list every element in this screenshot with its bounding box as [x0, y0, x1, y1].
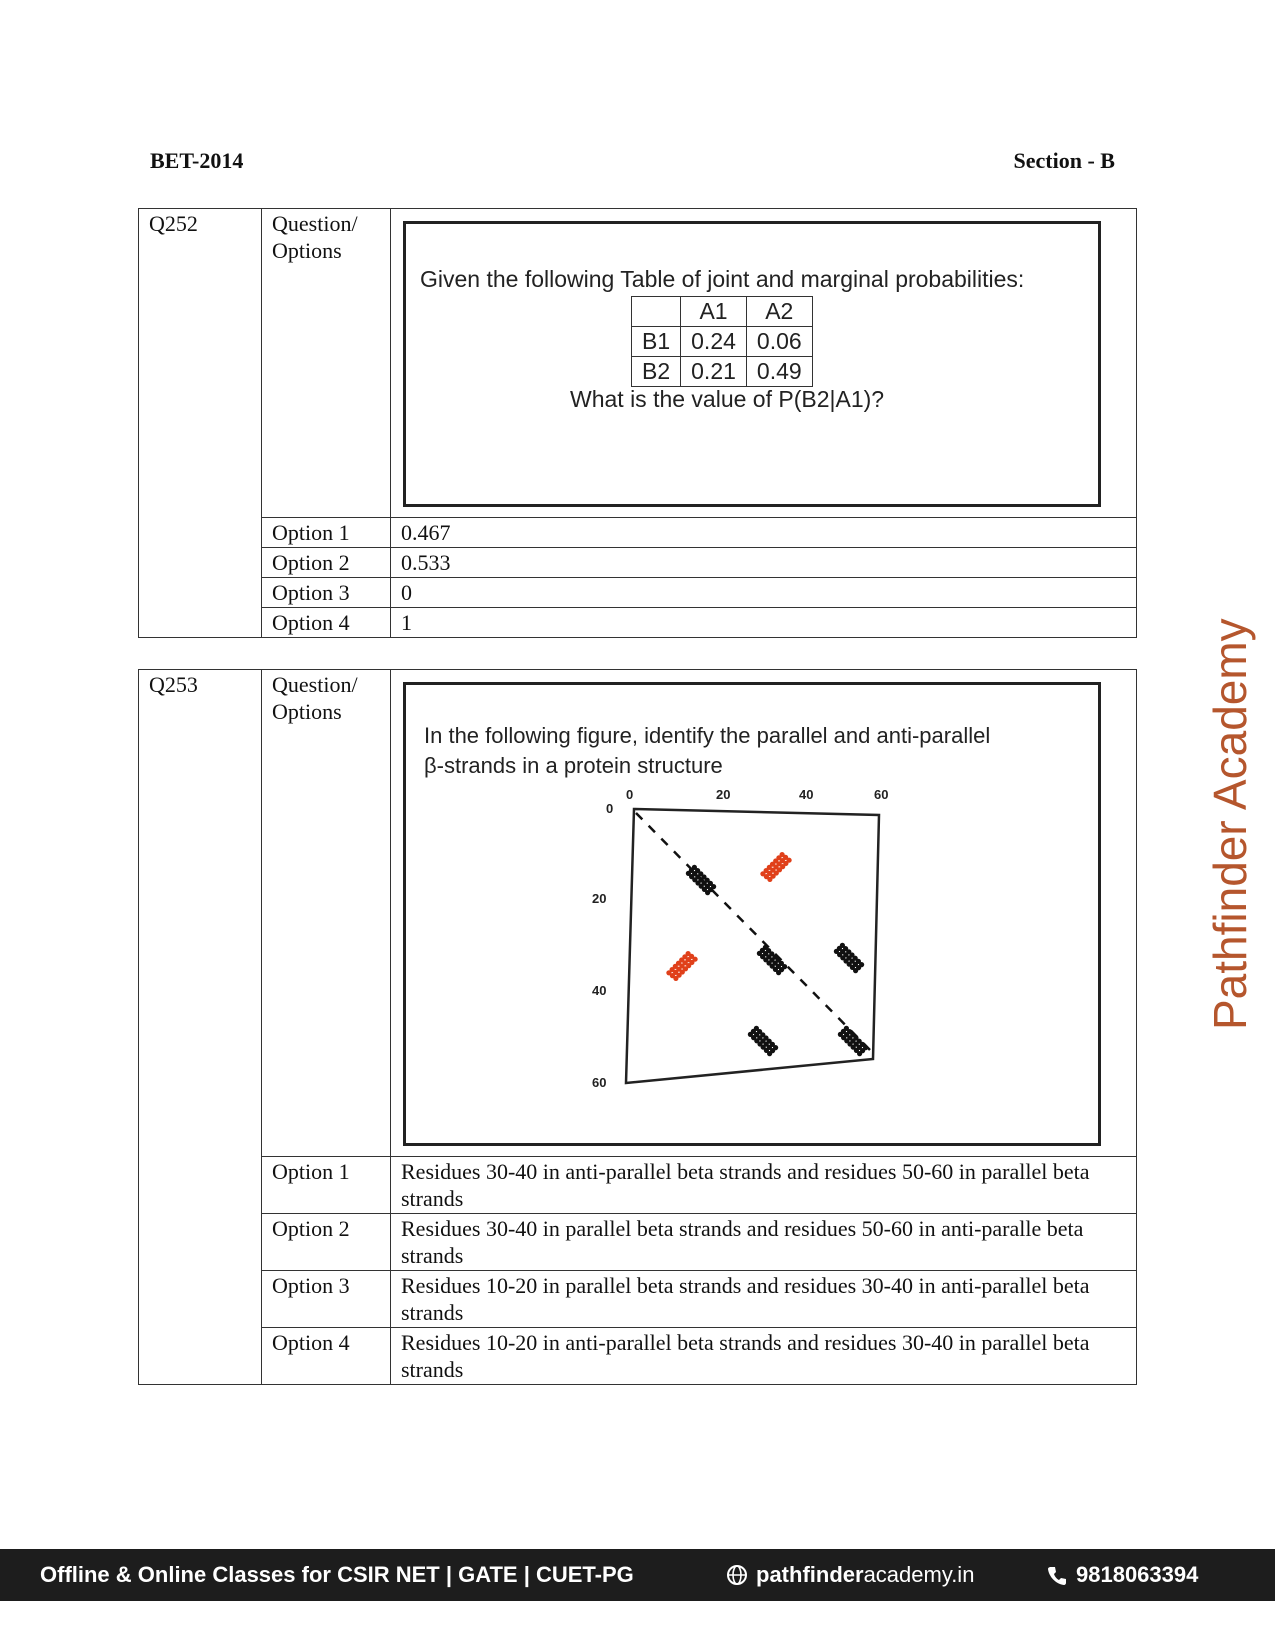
strand-dot	[859, 962, 864, 967]
watermark: Pathfinder Academy	[1204, 618, 1256, 1030]
globe-icon	[726, 1564, 748, 1586]
prob-col-header: A1	[681, 297, 747, 327]
option-text: Residues 10-20 in parallel beta strands and residues 30-40 in anti-parallel beta strands	[391, 1271, 1137, 1328]
prob-cell: 0.21	[681, 357, 747, 387]
option-text: Residues 30-40 in anti-parallel beta strands and residues 50-60 in parallel beta strands	[391, 1157, 1137, 1214]
question-ask: What is the value of P(B2|A1)?	[570, 386, 885, 412]
site-name-light: academy.in	[863, 1562, 975, 1587]
prob-cell: 0.49	[746, 357, 812, 387]
footer-bar	[0, 1549, 1275, 1601]
phone-number: 9818063394	[1076, 1562, 1199, 1587]
footer-phone[interactable]	[1046, 1562, 1198, 1588]
option-label: Option 3	[262, 1271, 391, 1328]
footer-website[interactable]	[726, 1562, 974, 1588]
question-table-q253	[138, 669, 1137, 1385]
question-prompt	[424, 721, 1084, 781]
strand-dot	[782, 964, 787, 969]
option-label: Option 3	[262, 578, 391, 608]
y-tick-label: 60	[592, 1075, 607, 1090]
x-tick-label: 40	[799, 787, 814, 802]
question-id: Q253	[139, 670, 262, 1385]
diagonal-line	[636, 813, 873, 1053]
strand-dot	[863, 1045, 868, 1050]
question-prompt: Given the following Table of joint and marginal probabilities:	[420, 266, 1025, 292]
highlight-dot	[787, 858, 792, 863]
option-text: 1	[391, 608, 1137, 638]
option-label: Option 4	[262, 608, 391, 638]
x-tick-label: 0	[626, 787, 634, 802]
probability-table	[631, 296, 813, 387]
prob-cell: 0.24	[681, 327, 747, 357]
question-image	[403, 221, 1101, 507]
prob-col-header: A2	[746, 297, 812, 327]
question-image	[403, 682, 1101, 1146]
phone-icon	[1046, 1564, 1068, 1586]
contact-map-figure	[406, 785, 1098, 1135]
highlight-dot	[693, 957, 698, 962]
prob-row-header: B2	[632, 357, 681, 387]
option-text: Residues 30-40 in parallel beta strands and residues 50-60 in anti-paralle beta strands	[391, 1214, 1137, 1271]
option-text: 0.533	[391, 548, 1137, 578]
option-label: Option 1	[262, 518, 391, 548]
question-label: Question/ Options	[262, 670, 391, 1157]
option-label: Option 2	[262, 1214, 391, 1271]
option-label: Option 2	[262, 548, 391, 578]
option-label: Option 4	[262, 1328, 391, 1385]
exam-title: BET-2014	[150, 148, 244, 173]
site-name-bold: pathfinder	[756, 1562, 864, 1587]
prob-cell: 0.06	[746, 327, 812, 357]
strand-dot	[773, 1045, 778, 1050]
footer-classes: Offline & Online Classes for CSIR NET | GATE | CUET-PG	[40, 1562, 634, 1587]
x-tick-label: 20	[716, 787, 731, 802]
option-text: 0.467	[391, 518, 1137, 548]
option-text: Residues 10-20 in anti-parallel beta strands and residues 30-40 in parallel beta strands	[391, 1328, 1137, 1385]
option-text: 0	[391, 578, 1137, 608]
question-table-q252	[138, 208, 1137, 638]
question-label: Question/ Options	[262, 209, 391, 518]
prompt-line: β-strands in a protein structure	[424, 753, 723, 778]
strand-dot	[711, 884, 716, 889]
question-id: Q252	[139, 209, 262, 638]
y-tick-label: 20	[592, 891, 607, 906]
section-label: Section - B	[1013, 148, 1115, 173]
prob-row-header: B1	[632, 327, 681, 357]
x-tick-label: 60	[874, 787, 889, 802]
y-tick-label: 40	[592, 983, 607, 998]
prompt-line: In the following figure, identify the parallel and anti-parallel	[424, 723, 991, 748]
y-tick-label: 0	[606, 801, 614, 816]
option-label: Option 1	[262, 1157, 391, 1214]
